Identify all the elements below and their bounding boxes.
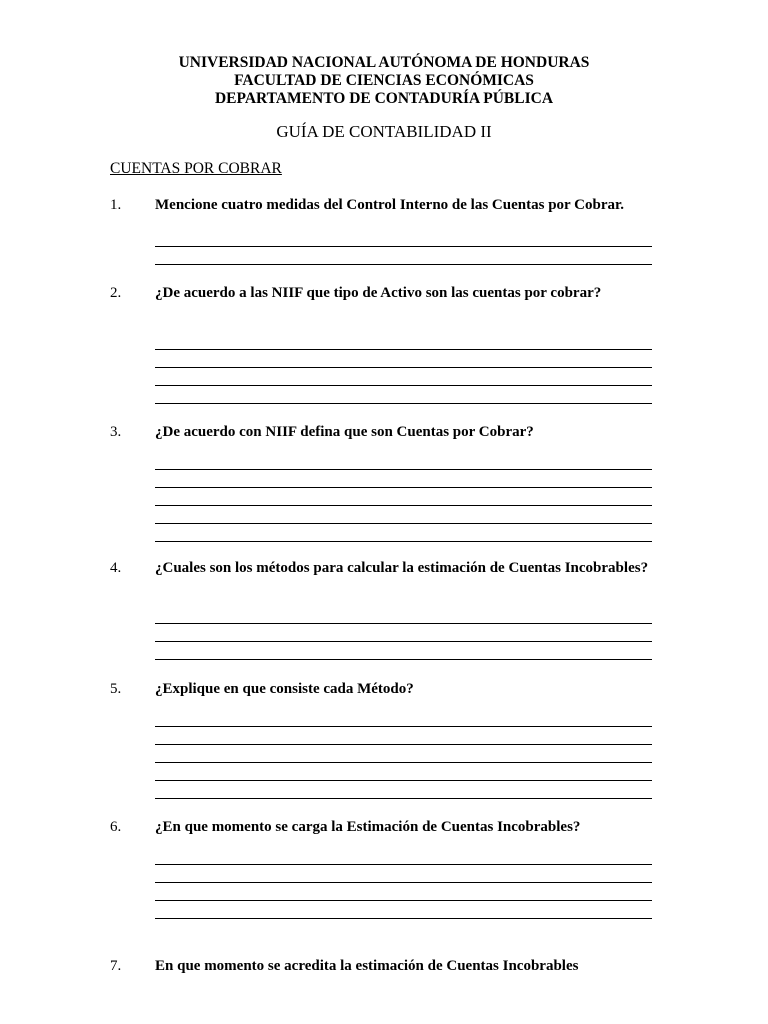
answer-line[interactable]	[155, 864, 652, 865]
answer-line[interactable]	[155, 882, 652, 883]
answer-line[interactable]	[155, 744, 652, 745]
question-number: 4.	[110, 560, 122, 576]
question-number: 3.	[110, 424, 122, 440]
answer-line[interactable]	[155, 918, 652, 919]
answer-line[interactable]	[155, 659, 652, 660]
answer-line[interactable]	[155, 403, 652, 404]
question-number: 2.	[110, 285, 122, 301]
faculty-name: FACULTAD DE CIENCIAS ECONÓMICAS	[234, 72, 534, 89]
answer-line[interactable]	[155, 726, 652, 727]
document-header	[0, 54, 768, 108]
answer-line[interactable]	[155, 264, 652, 265]
answer-line[interactable]	[155, 505, 652, 506]
question-number: 1.	[110, 197, 122, 213]
answer-line[interactable]	[155, 900, 652, 901]
question-text: Mencione cuatro medidas del Control Interno de las Cuentas por Cobrar.	[155, 197, 625, 213]
department-name: DEPARTAMENTO DE CONTADURÍA PÚBLICA	[214, 90, 554, 107]
answer-line[interactable]	[155, 367, 652, 368]
question-text: ¿Explique en que consiste cada Método?	[155, 681, 414, 697]
answer-line[interactable]	[155, 541, 652, 542]
answer-line[interactable]	[155, 798, 652, 799]
answer-line[interactable]	[155, 469, 652, 470]
question-number: 6.	[110, 819, 122, 835]
question-text: ¿En que momento se carga la Estimación de Cuentas Incobrables?	[155, 819, 581, 835]
question-text: ¿De acuerdo con NIIF defina que son Cuentas por Cobrar?	[155, 424, 534, 440]
question-text: ¿Cuales son los métodos para calcular la estimación de Cuentas Incobrables?	[155, 560, 649, 576]
answer-line[interactable]	[155, 641, 652, 642]
university-name: UNIVERSIDAD NACIONAL AUTÓNOMA DE HONDURAS	[178, 54, 590, 71]
answer-line[interactable]	[155, 487, 652, 488]
section-heading: CUENTAS POR COBRAR	[110, 160, 282, 177]
answer-line[interactable]	[155, 780, 652, 781]
answer-line[interactable]	[155, 762, 652, 763]
answer-line[interactable]	[155, 349, 652, 350]
answer-line[interactable]	[155, 623, 652, 624]
answer-line[interactable]	[155, 246, 652, 247]
guide-title: GUÍA DE CONTABILIDAD II	[276, 122, 492, 141]
question-text: ¿De acuerdo a las NIIF que tipo de Activo son las cuentas por cobrar?	[155, 285, 602, 301]
answer-line[interactable]	[155, 523, 652, 524]
question-number: 7.	[110, 958, 122, 974]
question-number: 5.	[110, 681, 122, 697]
question-text: En que momento se acredita la estimación de Cuentas Incobrables	[155, 958, 579, 974]
answer-line[interactable]	[155, 385, 652, 386]
